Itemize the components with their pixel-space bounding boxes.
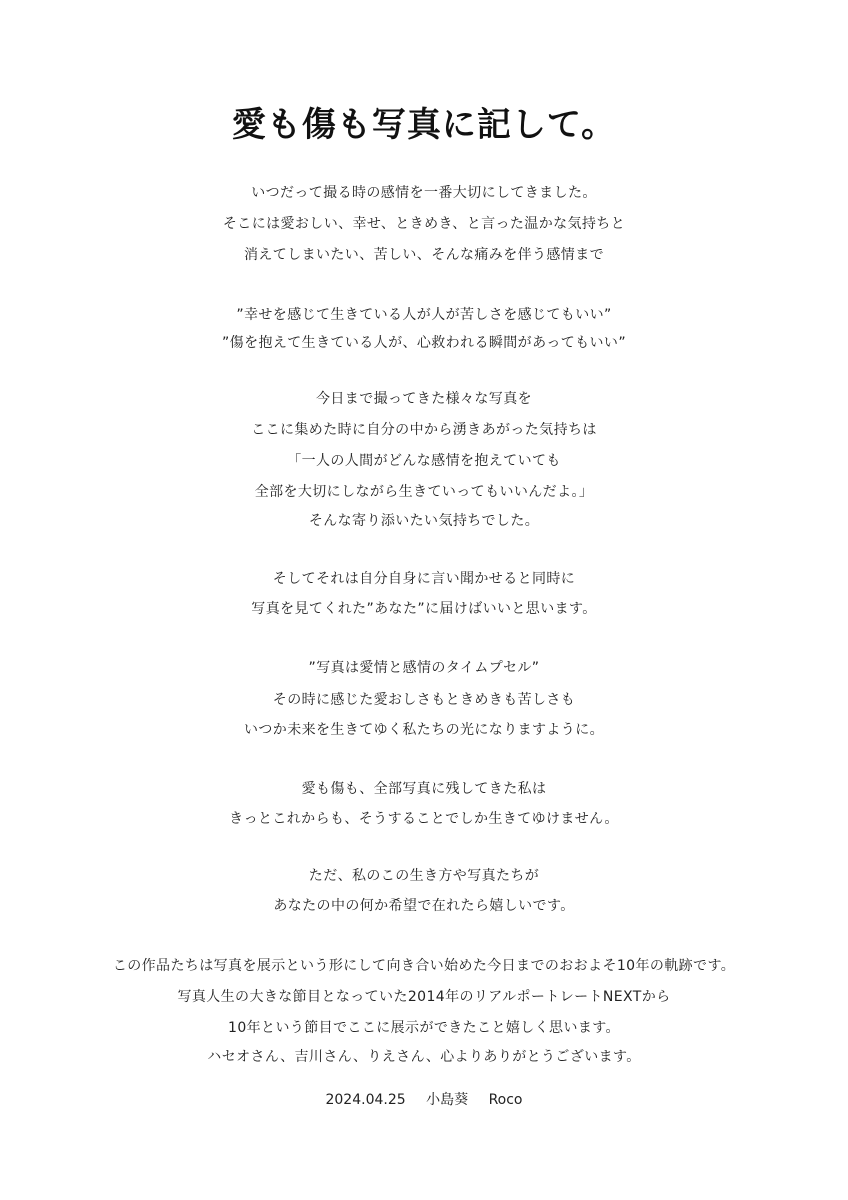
signature (0, 1090, 848, 1110)
closing-line: ハセオさん、吉川さん、りえさん、心よりありがとうございます。 (207, 1049, 641, 1065)
page-title: 愛も傷も写真に記して。 (231, 104, 617, 145)
body-line: 愛も傷も、全部写真に残してきた私は (301, 781, 547, 797)
signature-alias: Roco (488, 1092, 523, 1108)
quote-line: ”幸せを感じて生きている人が人が苦しさを感じてもいい” (236, 307, 612, 323)
body-line: そしてそれは自分自身に言い聞かせると同時に (272, 571, 576, 587)
body-line: その時に感じた愛おしさもときめきも苦しさも (272, 692, 576, 708)
body-line: きっとこれからも、そうすることでしか生きてゆけません。 (229, 811, 619, 827)
closing-line: 写真人生の大きな節目となっていた2014年のリアルポートレートNEXTから (177, 989, 671, 1005)
body-line: いつだって撮る時の感情を一番大切にしてきました。 (251, 185, 597, 201)
body-line: 全部を大切にしながら生きていってもいいんだよ。」 (254, 484, 594, 500)
closing-line: 10年という節目でここに展示ができたこと嬉しく思います。 (228, 1020, 620, 1036)
body-line: 今日まで撮ってきた様々な写真を (316, 391, 532, 407)
body-line: あなたの中の何か希望で在れたら嬉しいです。 (273, 898, 575, 914)
body-line: いつか未来を生きてゆく私たちの光になりますように。 (244, 722, 604, 738)
quote-line: ”傷を抱えて生きている人が、心救われる瞬間があってもいい” (222, 335, 626, 351)
closing-line: この作品たちは写真を展示という形にして向き合い始めた今日までのおおよそ10年の軌跡です。 (112, 958, 736, 974)
body-line: 写真を見てくれた”あなた”に届けばいいと思います。 (251, 601, 597, 617)
body-line: 「一人の人間がどんな感情を抱えていても (287, 453, 561, 469)
quote-line: ”写真は愛情と感情のタイムプセル” (308, 660, 540, 676)
signature-date: 2024.04.25 (325, 1092, 406, 1108)
body-line: そこには愛おしい、幸せ、ときめき、と言った温かな気持ちと (222, 216, 626, 232)
body-line: ただ、私のこの生き方や写真たちが (308, 868, 540, 884)
body-line: そんな寄り添いたい気持ちでした。 (308, 513, 540, 529)
body-line: 消えてしまいたい、苦しい、そんな痛みを伴う感情まで (244, 247, 604, 263)
signature-name: 小島葵 (426, 1092, 469, 1108)
body-line: ここに集めた時に自分の中から湧きあがった気持ちは (251, 422, 597, 438)
